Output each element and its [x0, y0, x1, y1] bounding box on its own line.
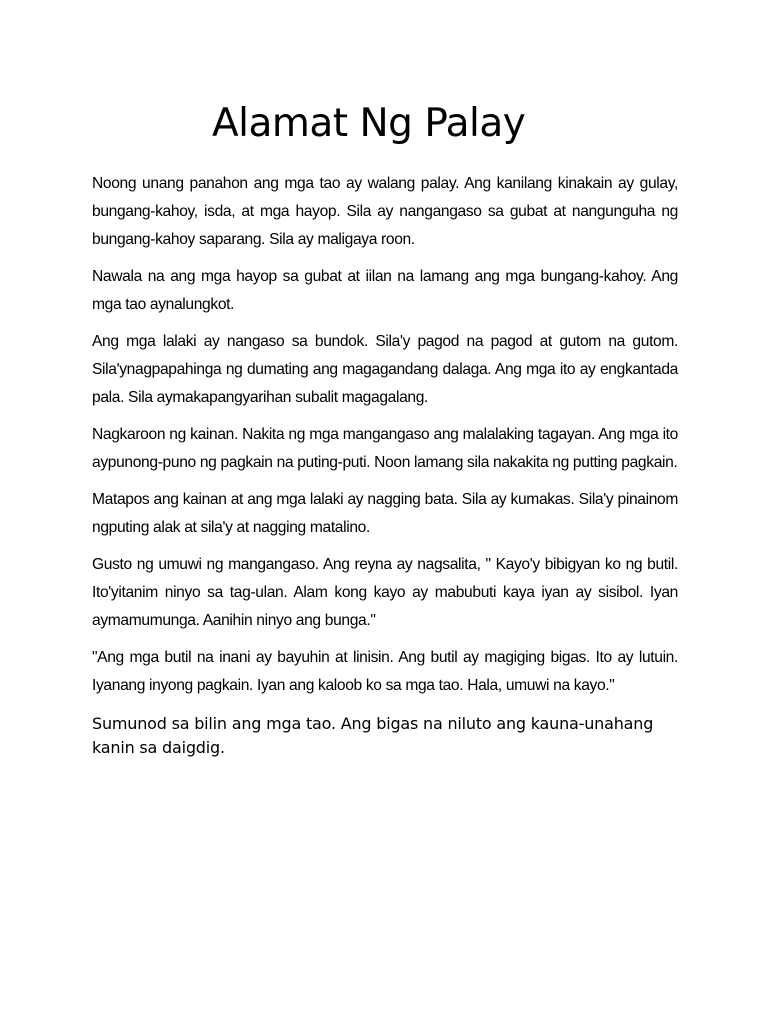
- paragraph-3: Ang mga lalaki ay nangaso sa bundok. Sila'y pagod na pagod at gutom na gutom. Sila'ynagpapahinga ng dumating ang magagandang dalaga. Ang mga ito ay engkantada pala. Sila aymakapangyarihan subalit magagalang.: [92, 333, 678, 406]
- paragraph-7: "Ang mga butil na inani ay bayuhin at linisin. Ang butil ay magiging bigas. Ito ay lutuin. Iyanang inyong pagkain. Iyan ang kaloob ko sa mga tao. Hala, umuwi na kayo.": [92, 649, 678, 694]
- paragraph-4: Nagkaroon ng kainan. Nakita ng mga mangangaso ang malalaking tagayan. Ang mga ito aypunong-puno ng pagkain na puting-puti. Noon lamang sila nakakita ng putting pagkain.: [92, 426, 678, 471]
- paragraph-5: Matapos ang kainan at ang mga lalaki ay nagging bata. Sila ay kumakas. Sila'y pinainom ngputing alak at sila'y at nagging matalino.: [92, 491, 678, 536]
- paragraph-1: Noong unang panahon ang mga tao ay walang palay. Ang kanilang kinakain ay gulay, bungang-kahoy, isda, at mga hayop. Sila ay nangangaso sa gubat at nangunguha ng bungang-kahoy saparang. Sila ay maligaya roon.: [92, 175, 678, 248]
- paragraph-8: Sumunod sa bilin ang mga tao. Ang bigas na niluto ang kauna-unahang kanin sa daigdig.: [92, 714, 654, 757]
- paragraph-6: Gusto ng umuwi ng mangangaso. Ang reyna ay nagsalita, " Kayo'y bibigyan ko ng butil. Ito'yitanim ninyo sa tag-ulan. Alam kong kayo ay mabubuti kaya iyan ay sisibol. Iyan aymamumunga. Aanihin ninyo ang bunga.": [92, 556, 678, 629]
- paragraph-2: Nawala na ang mga hayop sa gubat at iilan na lamang ang mga bungang-kahoy. Ang mga tao aynalungkot.: [92, 268, 678, 313]
- document-title: Alamat Ng Palay: [212, 101, 526, 146]
- document-page: [92, 98, 678, 769]
